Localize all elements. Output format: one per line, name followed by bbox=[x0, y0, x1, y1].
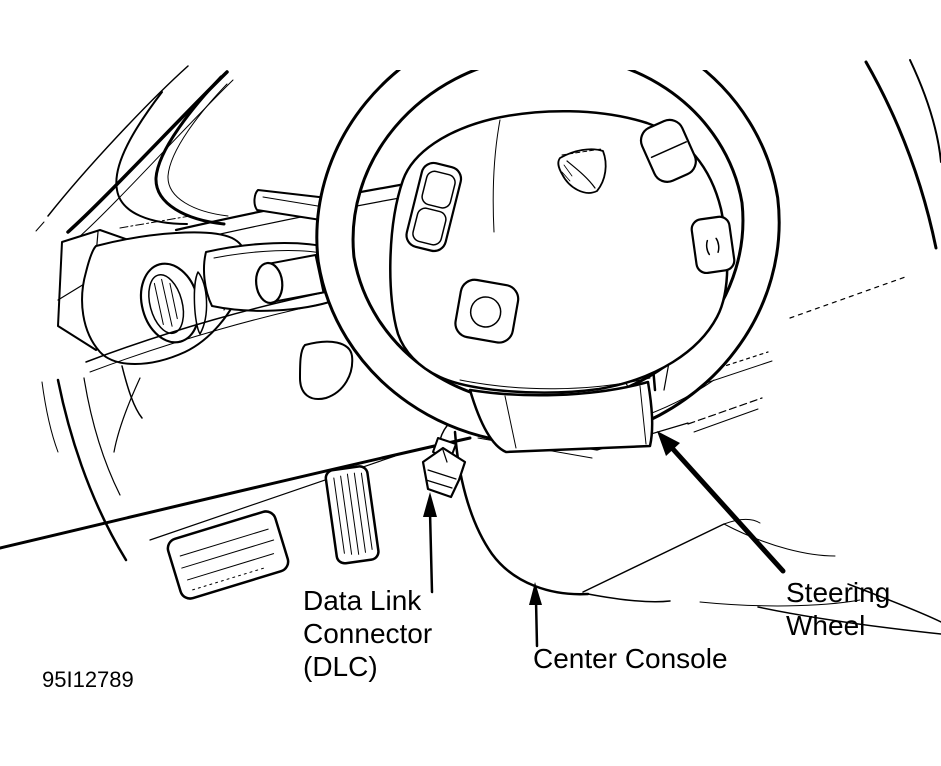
steering-wheel-drawing bbox=[317, 16, 779, 452]
horn-button bbox=[453, 278, 520, 345]
label-wheel-line1: Steering bbox=[786, 577, 891, 608]
label-dlc-line1: Data Link bbox=[303, 585, 422, 616]
dlc-connector-drawing bbox=[423, 420, 465, 497]
center-console-arrow bbox=[529, 582, 542, 646]
label-wheel-line2: Wheel bbox=[786, 610, 866, 641]
figure-id-code: 95I12789 bbox=[42, 667, 134, 692]
kick-panel-lines bbox=[42, 378, 140, 560]
accelerator-pedal bbox=[325, 465, 380, 564]
steering-wheel-arrow bbox=[657, 431, 783, 571]
label-dlc-line3: (DLC) bbox=[303, 651, 378, 682]
label-steering-wheel bbox=[786, 576, 890, 642]
label-center-console: Center Console bbox=[533, 643, 728, 674]
figure-top-crop bbox=[270, 0, 850, 70]
brake-pedal bbox=[165, 509, 290, 601]
wheel-button-lower-right bbox=[690, 215, 735, 274]
label-data-link-connector bbox=[303, 584, 432, 683]
label-dlc-line2: Connector bbox=[303, 618, 433, 649]
dlc-arrow bbox=[423, 492, 437, 592]
